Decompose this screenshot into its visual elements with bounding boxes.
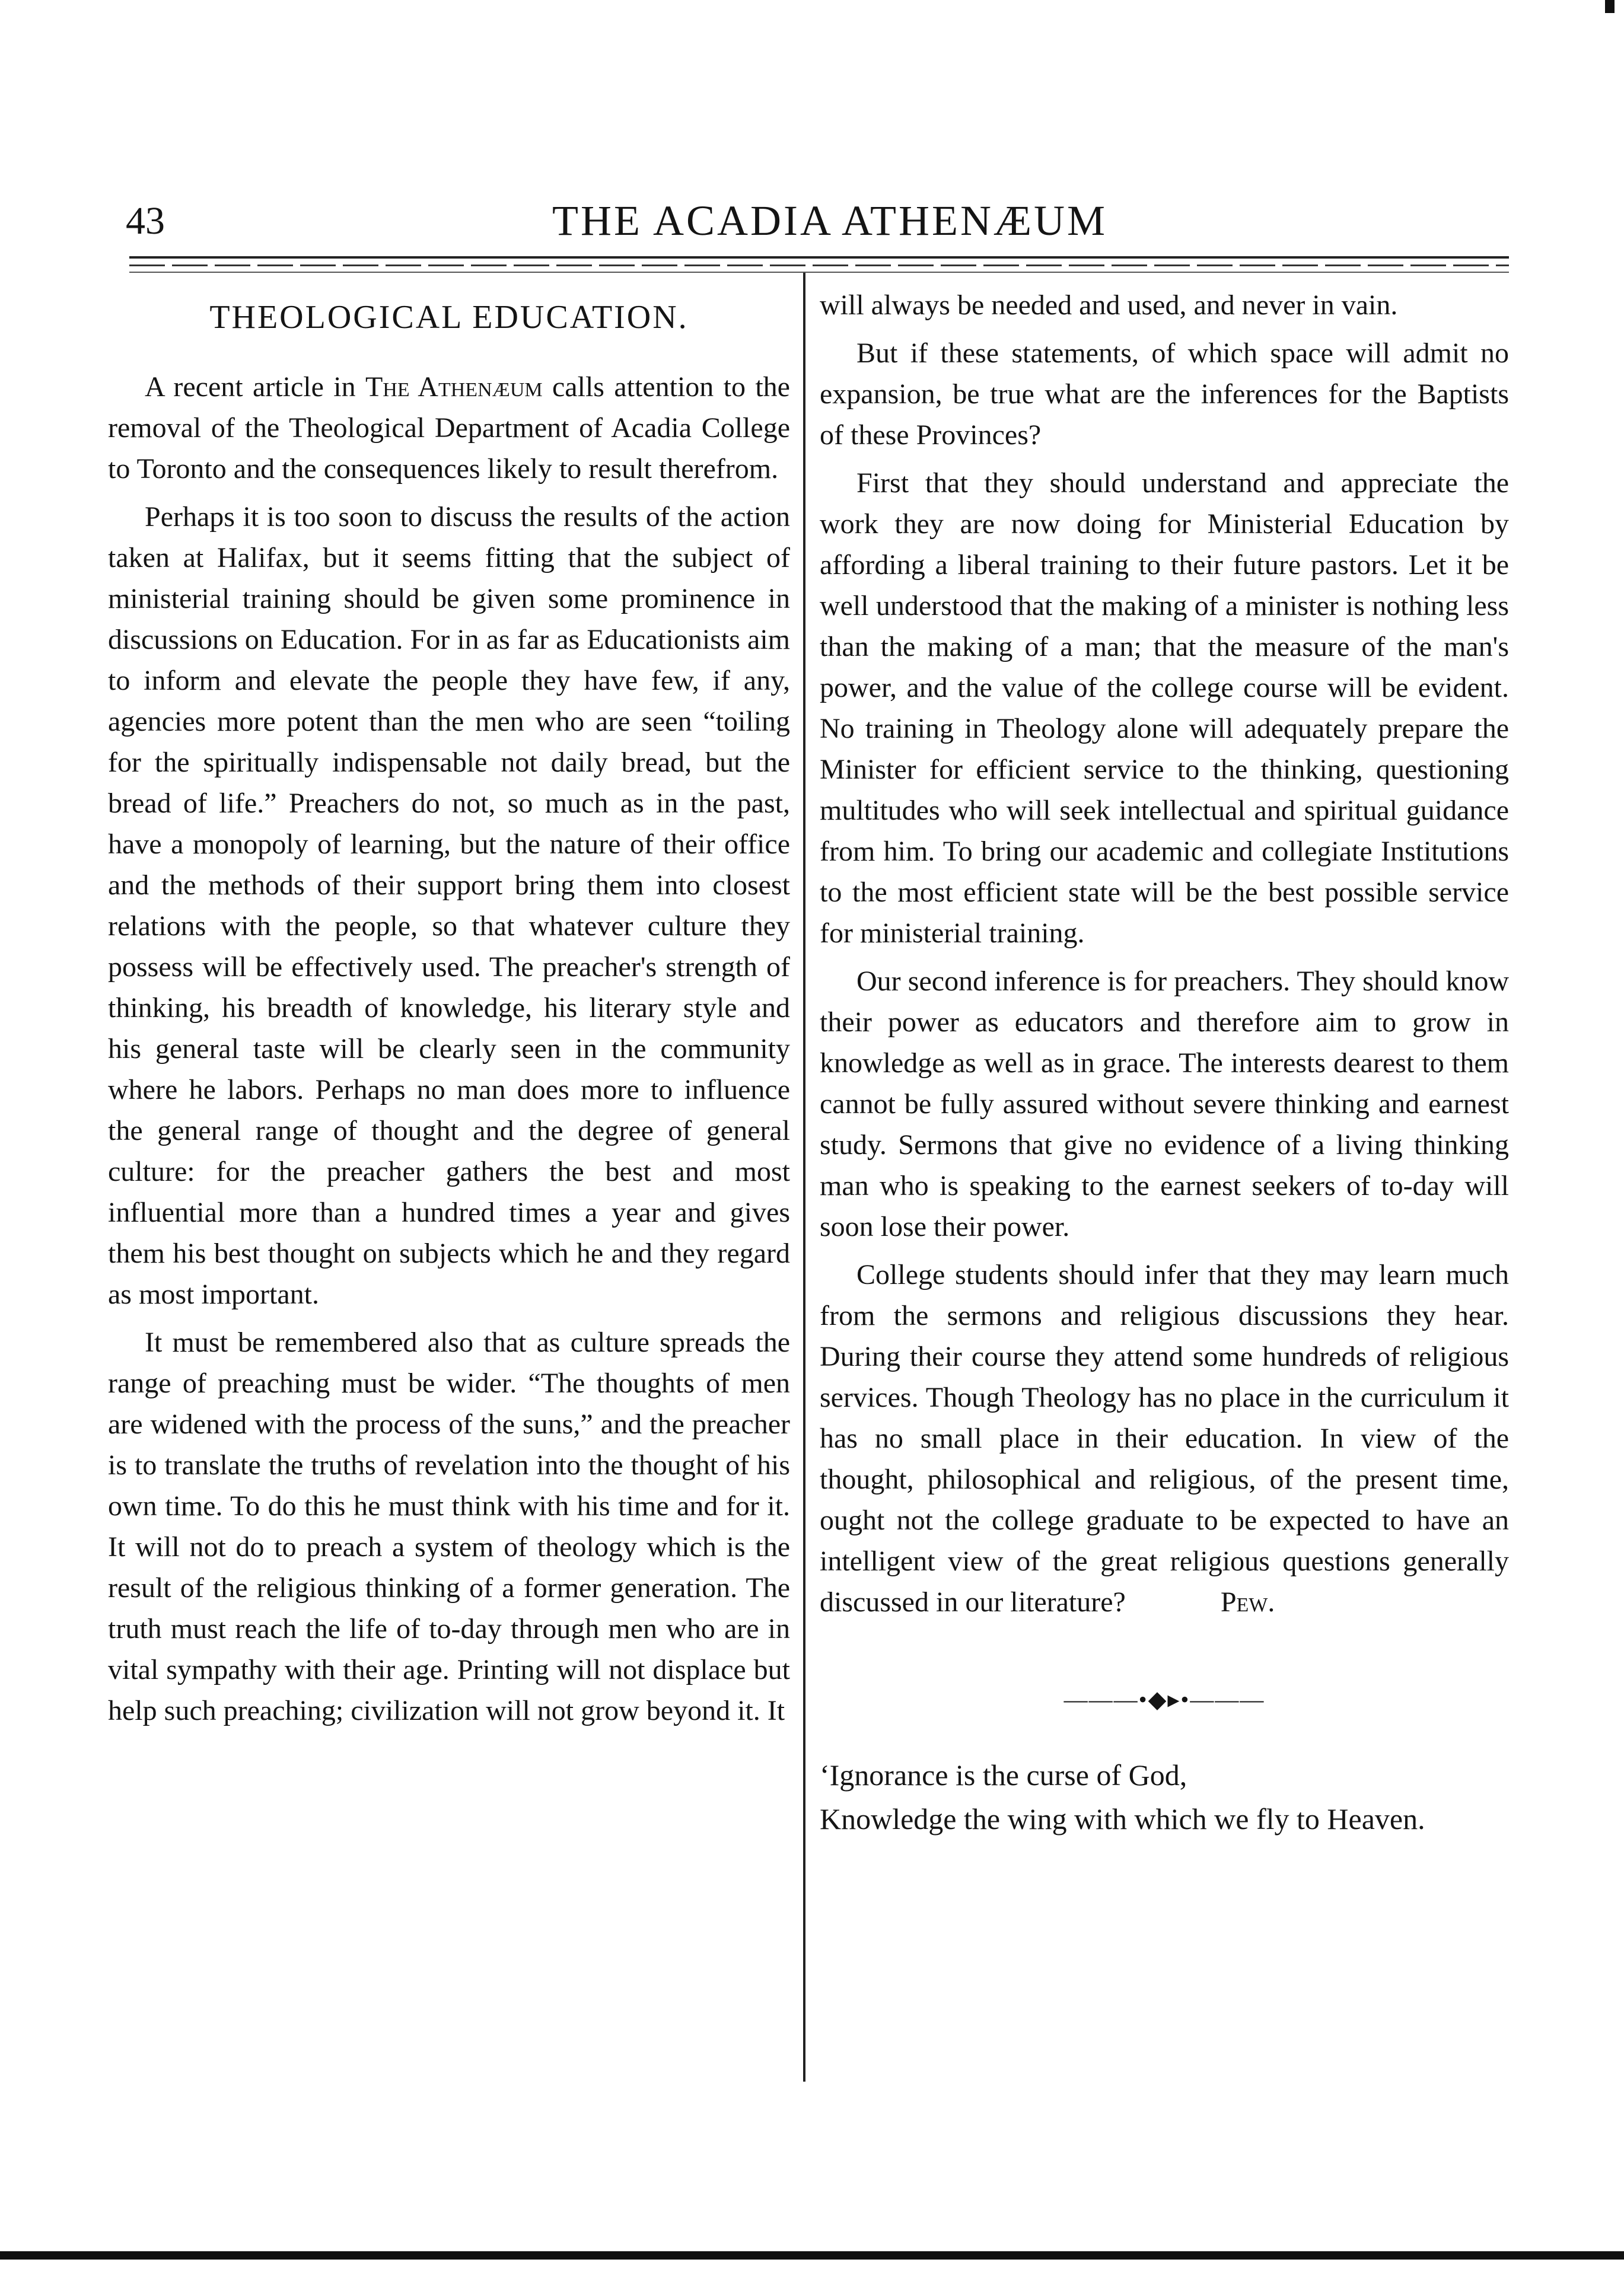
bottom-edge-rule bbox=[0, 2251, 1624, 2260]
section-ornament: ———•◆▸•——— bbox=[1063, 1686, 1265, 1713]
header-rule-dashed bbox=[129, 265, 1509, 266]
paragraph-1-text-end: calls attention to the removal of the Theological Department of Acadia College to Toronto and the consequences likely to result therefrom. bbox=[108, 371, 790, 485]
header-rule-thin bbox=[129, 272, 1509, 273]
page-number: 43 bbox=[126, 199, 165, 243]
author-signature: Pew. bbox=[1220, 1586, 1275, 1618]
header-rule bbox=[129, 256, 1509, 259]
column-divider bbox=[803, 273, 805, 2082]
paragraph-3-continued: will always be needed and used, and never in vain. bbox=[820, 289, 1398, 321]
right-column bbox=[820, 285, 1509, 1841]
paragraph-7-text: College students should infer that they may learn much from the sermons and religious discussions they hear. During their course they attend some hundreds of religious services. Though Theology has no place in the curriculum it has no small place in their education. In view of the thought, philosophical and religious, of the present time, ought not the college graduate to be expected to have an intelligent view of the great religious questions generally discussed in our literature? bbox=[820, 1259, 1509, 1618]
paragraph-6: Our second inference is for preachers. They should know their power as educators and therefore aim to grow in knowledge as well as in grace. The interests dearest to them cannot be fully assured without severe thinking and earnest study. Sermons that give no evidence of a living thinking man who is speaking to the earnest seekers of to-day will soon lose their power. bbox=[820, 965, 1509, 1242]
corner-mark bbox=[1605, 0, 1615, 13]
paragraph-5: First that they should understand and appreciate the work they are now doing for Ministerial Education by affording a liberal training to their future pastors. Let it be well understood that the making of a minister is nothing less than the making of a man; that the measure of the man's power, and the value of the college course will be evident. No training in Theology alone will adequately prepare the Minister for efficient service to the thinking, questioning multitudes who will seek intellectual and spiritual guidance from him. To bring our academic and collegiate Institutions to the most efficient state will be the best possible service for ministerial training. bbox=[820, 467, 1509, 949]
closing-quote bbox=[820, 1753, 1509, 1841]
paragraph-4: But if these statements, of which space will admit no expansion, be true what are the inferences for the Baptists of these Provinces? bbox=[820, 337, 1509, 451]
journal-name-inline: The Athenæum bbox=[365, 371, 543, 403]
journal-title: THE ACADIA ATHENÆUM bbox=[552, 197, 1108, 244]
quote-line-1: ‘Ignorance is the curse of God, bbox=[820, 1758, 1187, 1792]
paragraph-1 bbox=[108, 367, 790, 489]
article-title: THEOLOGICAL EDUCATION. bbox=[209, 299, 689, 336]
quote-line-2: Knowledge the wing with which we fly to Heaven. bbox=[820, 1802, 1425, 1836]
paragraph-1-text-start: A recent article in bbox=[145, 371, 365, 403]
left-column bbox=[108, 285, 790, 1738]
paragraph-7 bbox=[820, 1254, 1509, 1623]
paragraph-3: It must be remembered also that as culture spreads the range of preaching must be wider. “The thoughts of men are widened with the process of the suns,” and the preacher is to translate the truths of revelation into the thought of his own time. To do this he must think with his time and for it. It will not do to preach a system of theology which is the result of the religious thinking of a former generation. The truth must reach the life of to-day through men who are in vital sympathy with their age. Printing will not displace but help such preaching; civilization will not grow beyond it. It bbox=[108, 1327, 790, 1726]
paragraph-2: Perhaps it is too soon to discuss the results of the action taken at Halifax, but it seems fitting that the subject of ministerial training should be given some prominence in discussions on Education. For in as far as Educationists aim to inform and elevate the people they have few, if any, agencies more potent than the men who are seen “toiling for the spiritually indispensable not daily bread, but the bread of life.” Preachers do not, so much as in the past, have a monopoly of learning, but the nature of their office and the methods of their support bring them into closest relations with the people, so that whatever culture they possess will be effectively used. The preacher's strength of thinking, his breadth of knowledge, his literary style and his general taste will be clearly seen in the community where he labors. Perhaps no man does more to influence the general range of thought and the degree of general culture: for the preacher gathers the best and most influential more than a hundred times a year and gives them his best thought on subjects which he and they regard as most important. bbox=[108, 501, 790, 1310]
